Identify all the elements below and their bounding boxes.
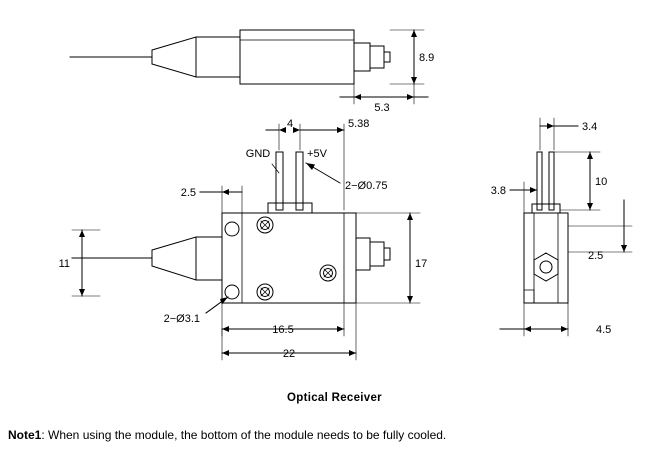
- dim-label-2-5: 2.5: [180, 187, 196, 199]
- arrow-pin-dia: [306, 163, 315, 170]
- dim-label-5-3: 5.3: [374, 102, 390, 114]
- arrow-3-8: [530, 187, 537, 193]
- dim-label-4-5: 4.5: [596, 324, 612, 336]
- ferrule-front: [196, 237, 222, 280]
- arrow-16-5-right: [337, 326, 344, 332]
- dim-label-11: 11: [58, 258, 70, 270]
- arrow-5-3-left: [354, 94, 361, 100]
- dim-label-5-38: 5.38: [348, 118, 370, 130]
- mounting-hole-bottom: [225, 285, 239, 299]
- connector-base-top: [354, 43, 370, 71]
- note-label: Note1: [8, 428, 42, 442]
- arrow-4-b: [293, 127, 300, 133]
- dim-label-side-2-5: 2.5: [588, 250, 604, 262]
- arrow-5-3-right: [407, 94, 414, 100]
- dim-label-4: 4: [286, 118, 294, 130]
- arrow-side-2-5: [621, 245, 627, 252]
- dim-label-3-4: 3.4: [582, 121, 598, 133]
- note-text: : When using the module, the bottom of the module needs to be fully cooled.: [41, 428, 447, 442]
- dim-label-22: 22: [282, 348, 296, 360]
- arrow-10-down: [587, 203, 593, 210]
- side-bottom-notch: [524, 290, 534, 303]
- arrow-11-up: [79, 230, 85, 237]
- dim-label-3-8: 3.8: [490, 185, 506, 197]
- pin-vcc: [296, 152, 303, 210]
- pin-gnd: [276, 152, 283, 210]
- arrow-10-up: [587, 152, 593, 159]
- top-view: [70, 30, 428, 104]
- label-gnd: GND: [245, 148, 271, 160]
- side-pin-right: [549, 152, 554, 210]
- figure-caption: Optical Receiver: [287, 392, 382, 404]
- dim-label-16-5: 16.5: [272, 324, 294, 336]
- dim-label-10: 10: [595, 176, 608, 188]
- screw-top: [257, 217, 273, 233]
- strain-relief-boot-front: [152, 237, 196, 280]
- module-body-side: [524, 213, 568, 303]
- screw-middle-right: [320, 265, 336, 281]
- connector-base-front: [356, 238, 370, 270]
- screw-bottom-left: [257, 284, 273, 300]
- arrow-8-9-down: [411, 77, 417, 84]
- arrow-17-up: [407, 213, 413, 220]
- arrow-11-down: [79, 289, 85, 296]
- arrow-4-5-right: [561, 326, 568, 332]
- ferrule-body: [196, 37, 240, 77]
- arrow-4-a: [279, 127, 286, 133]
- arrow-4-5-left: [524, 326, 531, 332]
- label-hole-diameter: 2−Ø3.1: [163, 313, 200, 325]
- mounting-hole-top: [225, 222, 239, 236]
- arrow-22-right: [349, 350, 356, 356]
- connector-tip-top: [384, 52, 390, 62]
- strain-relief-boot: [152, 37, 196, 77]
- arrow-16-5-left: [222, 326, 229, 332]
- connector-barrel-top: [370, 46, 384, 68]
- arrow-22-left: [222, 350, 229, 356]
- arrow-8-9-up: [411, 30, 417, 37]
- label-pin-diameter: 2−Ø0.75: [345, 180, 388, 192]
- side-pin-base: [532, 204, 560, 213]
- note-line: [8, 428, 663, 442]
- arrow-5-38-right: [337, 127, 344, 133]
- side-hex-nut: [534, 253, 558, 281]
- module-body-top: [240, 30, 354, 84]
- arrow-2-5-a: [222, 189, 229, 195]
- label-vcc: +5V: [307, 148, 327, 160]
- arrow-17-down: [407, 296, 413, 303]
- side-pin-left: [537, 152, 542, 210]
- connector-tip-front: [384, 248, 390, 260]
- dim-label-17: 17: [415, 258, 428, 270]
- side-view: [500, 118, 632, 336]
- arrow-3-4: [547, 123, 554, 129]
- connector-barrel-front: [370, 242, 384, 266]
- pin-base-block: [268, 203, 312, 213]
- dim-label-8-9: 8.9: [419, 52, 435, 64]
